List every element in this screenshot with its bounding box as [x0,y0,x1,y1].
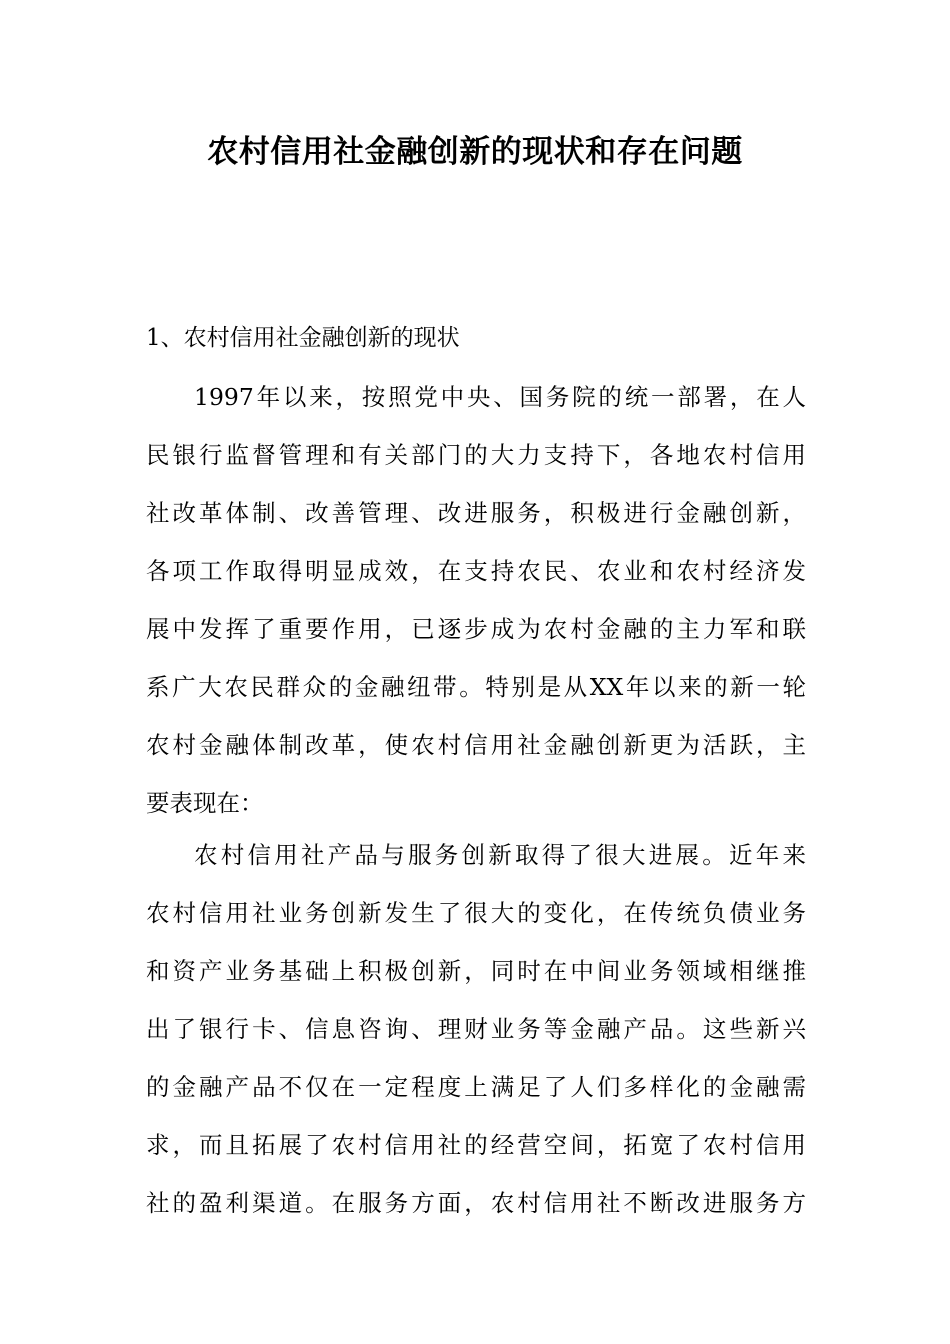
paragraph-line: 农村信用社业务创新发生了很大的变化，在传统负债业务 [146,899,806,927]
paragraph-line: 农村金融体制改革，使农村信用社金融创新更为活跃，主 [146,731,806,759]
paragraph-line: 要表现在： [146,789,264,817]
paragraph-line: 社的盈利渠道。在服务方面，农村信用社不断改进服务方 [146,1189,806,1217]
paragraph-line: 农村信用社产品与服务创新取得了很大进展。近年来 [194,841,806,869]
paragraph-line: 展中发挥了重要作用，已逐步成为农村金融的主力军和联 [146,615,806,643]
paragraph-line: 1997年以来，按照党中央、国务院的统一部署，在人 [194,383,806,411]
paragraph-line: 和资产业务基础上积极创新，同时在中间业务领域相继推 [146,957,806,985]
paragraph-line: 系广大农民群众的金融纽带。特别是从XX年以来的新一轮 [146,673,806,701]
paragraph-line: 求，而且拓展了农村信用社的经营空间，拓宽了农村信用 [146,1131,806,1159]
paragraph-2 [146,826,806,1232]
paragraph-line: 民银行监督管理和有关部门的大力支持下，各地农村信用 [146,441,806,469]
paragraph-line: 社改革体制、改善管理、改进服务，积极进行金融创新， [146,499,806,527]
document-title: 农村信用社金融创新的现状和存在问题 [207,134,743,170]
paragraph-line: 的金融产品不仅在一定程度上满足了人们多样化的金融需 [146,1073,806,1101]
section-heading: 1、农村信用社金融创新的现状 [146,325,460,351]
paragraph-line: 出了银行卡、信息咨询、理财业务等金融产品。这些新兴 [146,1015,806,1043]
paragraph-1 [146,368,806,832]
paragraph-line: 各项工作取得明显成效，在支持农民、农业和农村经济发 [146,557,806,585]
